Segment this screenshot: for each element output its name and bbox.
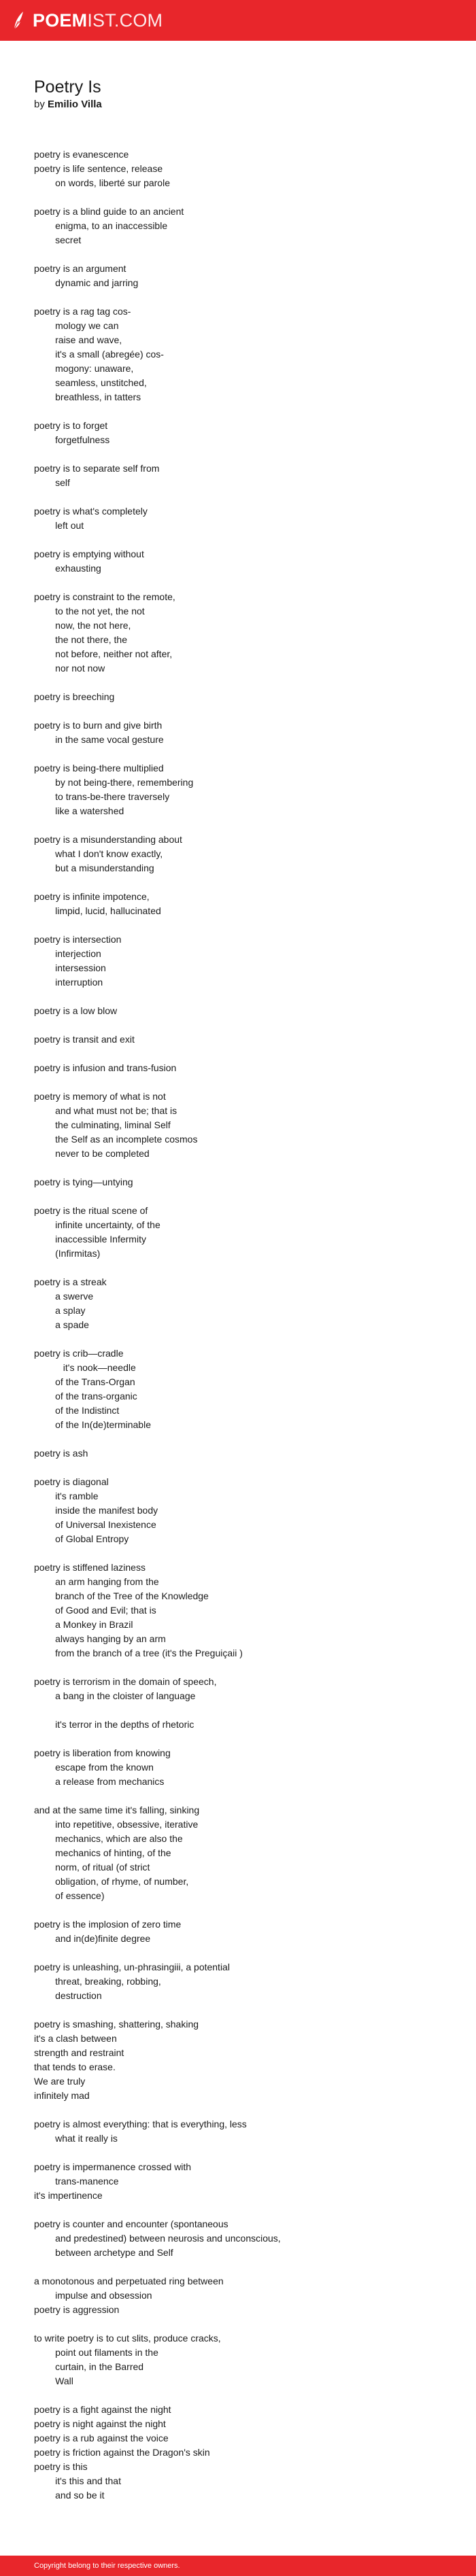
poem-line: it's terror in the depths of rhetoric (34, 1719, 194, 1730)
site-logo[interactable] (12, 10, 163, 31)
poem-stanza (34, 462, 442, 490)
poem-stanza (34, 590, 442, 676)
poem-stanza (34, 1475, 442, 1546)
poem-line: the culminating, liminal Self (34, 1119, 171, 1130)
poem-line: and predestined) between neurosis and unconscious, (34, 2233, 281, 2244)
poem-line: mechanics of hinting, of the (34, 1847, 171, 1858)
poem-line: between archetype and Self (34, 2247, 173, 2258)
poem-line: inaccessible Infermity (34, 1234, 146, 1245)
poem-line: inside the manifest body (34, 1505, 158, 1516)
poem-line: poetry is the ritual scene of (34, 1205, 148, 1216)
logo-text-bold: POEM (33, 10, 88, 31)
poem-stanza (34, 1803, 442, 1903)
poem-line: poetry is ash (34, 1448, 88, 1459)
poem-line: a release from mechanics (34, 1776, 165, 1787)
poem-line: poetry is terrorism in the domain of speech, (34, 1676, 217, 1687)
poem-line: infinitely mad (34, 2090, 90, 2101)
poem-line: poetry is this (34, 2461, 88, 2472)
poem-line: self (34, 477, 70, 488)
poem-title: Poetry Is (34, 77, 101, 97)
poem-line: obligation, of rhyme, of number, (34, 1876, 189, 1887)
poem-line: poetry is crib—cradle (34, 1348, 124, 1359)
poem-line: it's a clash between (34, 2033, 117, 2044)
poem-line: of the Indistinct (34, 1405, 120, 1416)
poem-line: raise and wave, (34, 334, 122, 345)
poem-line: poetry is a streak (34, 1276, 107, 1287)
poem-line: of the trans-organic (34, 1391, 137, 1402)
poem-line: poetry is tying—untying (34, 1177, 133, 1187)
site-header (0, 0, 476, 41)
poem-line: it's impertinence (34, 2190, 103, 2201)
poem-line: norm, of ritual (of strict (34, 1862, 150, 1873)
poem-stanza (34, 933, 442, 990)
poem-stanza (34, 1718, 442, 1732)
poem-line: poetry is a blind guide to an ancient (34, 206, 184, 217)
poem-line: always hanging by an arm (34, 1633, 166, 1644)
poem-line: into repetitive, obsessive, iterative (34, 1819, 199, 1830)
poem-stanza (34, 761, 442, 818)
poem-stanza (34, 2017, 442, 2103)
poem-line: the not there, the (34, 634, 127, 645)
poem-line: intersession (34, 962, 106, 973)
poem-line: by not being-there, remembering (34, 777, 194, 788)
by-label: by (34, 99, 45, 110)
site-footer (0, 2556, 476, 2576)
poem-line: of the In(de)terminable (34, 1419, 151, 1430)
poem-line: secret (34, 234, 82, 245)
poem-line: poetry is unleashing, un-phrasingiii, a potential (34, 1962, 230, 1972)
poem-line: it's ramble (34, 1491, 99, 1501)
poem-stanza (34, 1061, 442, 1075)
poem-line: threat, breaking, robbing, (34, 1976, 161, 1987)
poem-line: what I don't know exactly, (34, 848, 163, 859)
poem-line: breathless, in tatters (34, 391, 141, 402)
poem-line: enigma, to an inaccessible (34, 220, 168, 231)
poem-line: of Universal Inexistence (34, 1519, 156, 1530)
poem-line: poetry is impermanence crossed with (34, 2161, 192, 2172)
poem-line: poetry is a fight against the night (34, 2404, 171, 2415)
poem-line: poetry is a low blow (34, 1005, 118, 1016)
poem-line: exhausting (34, 563, 101, 574)
poem-line: point out filaments in the (34, 2347, 158, 2358)
logo-text-light: IST.COM (87, 10, 163, 31)
poem-line: it's this and that (34, 2475, 121, 2486)
poem-line: poetry is what's completely (34, 506, 148, 517)
poem-line: poetry is infinite impotence, (34, 891, 150, 902)
poem-stanza (34, 1204, 442, 1261)
poem-line: to write poetry is to cut slits, produce cracks, (34, 2333, 221, 2344)
poem-line: mechanics, which are also the (34, 1833, 183, 1844)
poem-stanza (34, 1275, 442, 1332)
poem-line: a spade (34, 1319, 89, 1330)
poem-line: poetry is smashing, shattering, shaking (34, 2019, 199, 2030)
poem-line: not before, neither not after, (34, 648, 173, 659)
poem-line: seamless, unstitched, (34, 377, 147, 388)
poem-line: of Global Entropy (34, 1533, 129, 1544)
poem-line: poetry is intersection (34, 934, 122, 945)
poem-line: poetry is infusion and trans-fusion (34, 1062, 177, 1073)
poem-line: poetry is being-there multiplied (34, 763, 164, 773)
poem-stanza (34, 504, 442, 533)
poem-line: curtain, in the Barred (34, 2361, 144, 2372)
poem-line: poetry is breeching (34, 691, 115, 702)
poem-line: of Good and Evil; that is (34, 1605, 156, 1616)
poem-line: poetry is memory of what is not (34, 1091, 166, 1102)
poem-line: poetry is life sentence, release (34, 163, 163, 174)
poem-stanza (34, 1090, 442, 1161)
poem-stanza (34, 1675, 442, 1703)
poem-stanza (34, 1561, 442, 1660)
poem-line: a swerve (34, 1291, 94, 1302)
poem-line: what it really is (34, 2133, 118, 2144)
poem-line: never to be completed (34, 1148, 150, 1159)
poem-line: poetry is emptying without (34, 549, 144, 559)
poem-line: mogony: unaware, (34, 363, 134, 374)
poem-line: in the same vocal gesture (34, 734, 164, 745)
poem-line: trans-manence (34, 2176, 119, 2187)
poem-line: poetry is aggression (34, 2304, 120, 2315)
poem-line: to the not yet, the not (34, 606, 145, 616)
poem-line: on words, liberté sur parole (34, 177, 170, 188)
poem-stanza (34, 1032, 442, 1047)
poem-line: impulse and obsession (34, 2290, 152, 2301)
poem-stanza (34, 147, 442, 190)
poem-line: and so be it (34, 2490, 105, 2501)
poem-line: destruction (34, 1990, 102, 2001)
poem-line: from the branch of a tree (it's the Preguiçaii ) (34, 1648, 243, 1658)
poem-stanza (34, 205, 442, 247)
poem-line: poetry is a rag tag cos- (34, 306, 131, 317)
poem-line: poetry is friction against the Dragon's skin (34, 2447, 210, 2458)
poem-line: infinite uncertainty, of the (34, 1219, 160, 1230)
poem-line: poetry is almost everything: that is everything, less (34, 2119, 247, 2129)
poem-stanza (34, 2331, 442, 2388)
poem-line: poetry is constraint to the remote, (34, 591, 175, 602)
author-link[interactable]: Emilio Villa (48, 99, 102, 110)
poem-line: poetry is an argument (34, 263, 126, 274)
poem-line: the Self as an incomplete cosmos (34, 1134, 198, 1145)
poem-line: poetry is evanescence (34, 149, 129, 160)
poem-line: poetry is to separate self from (34, 463, 160, 474)
poem-line: it's nook—needle (34, 1362, 136, 1373)
poem-body (34, 147, 442, 2517)
poem-line: nor not now (34, 663, 105, 674)
poem-line: interjection (34, 948, 101, 959)
poem-stanza (34, 833, 442, 875)
poem-line: like a watershed (34, 805, 124, 816)
poem-line: poetry is to burn and give birth (34, 720, 163, 731)
poem-heading (34, 76, 442, 111)
poem-stanza (34, 2160, 442, 2203)
site-logo-text (33, 10, 163, 31)
poem-stanza (34, 1346, 442, 1432)
poem-line: poetry is night against the night (34, 2418, 166, 2429)
poem-line: poetry is stiffened laziness (34, 1562, 146, 1573)
poem-stanza (34, 262, 442, 290)
poem-line: forgetfulness (34, 434, 110, 445)
poem-stanza (34, 1004, 442, 1018)
poem-line: poetry is liberation from knowing (34, 1747, 171, 1758)
poem-line: poetry is a rub against the voice (34, 2433, 169, 2443)
poem-line: but a misunderstanding (34, 863, 154, 873)
poem-line: (Infirmitas) (34, 1248, 101, 1259)
poem-stanza (34, 1917, 442, 1946)
poem-stanza (34, 1446, 442, 1461)
poem-line: of the Trans-Organ (34, 1376, 135, 1387)
poem-line: poetry is the implosion of zero time (34, 1919, 182, 1930)
poem-stanza (34, 718, 442, 747)
poem-line: poetry is diagonal (34, 1476, 109, 1487)
poem-line: limpid, lucid, hallucinated (34, 905, 161, 916)
poem-line: escape from the known (34, 1762, 154, 1773)
poem-line: and in(de)finite degree (34, 1933, 151, 1944)
copyright-text: Copyright belong to their respective owners. (34, 2562, 180, 2570)
poem-stanza (34, 2274, 442, 2317)
poem-stanza (34, 1746, 442, 1789)
poem-line: of essence) (34, 1890, 105, 1901)
poem-line: mology we can (34, 320, 119, 331)
poem-line: left out (34, 520, 84, 531)
poem-line: it's a small (abregée) cos- (34, 349, 164, 360)
poem-line: and at the same time it's falling, sinking (34, 1805, 200, 1815)
poem-line: branch of the Tree of the Knowledge (34, 1590, 209, 1601)
poem-stanza (34, 2217, 442, 2260)
poem-line: poetry is to forget (34, 420, 108, 431)
poem-line: to trans-be-there traversely (34, 791, 170, 802)
poem-line: poetry is a misunderstanding about (34, 834, 182, 845)
poem-stanza (34, 890, 442, 918)
poem-line: now, the not here, (34, 620, 131, 631)
poem-line: a monotonous and perpetuated ring between (34, 2276, 224, 2286)
poem-line: a bang in the cloister of language (34, 1690, 196, 1701)
poem-line: poetry is transit and exit (34, 1034, 135, 1045)
poem-line: that tends to erase. (34, 2061, 116, 2072)
poem-line: a Monkey in Brazil (34, 1619, 133, 1630)
poem-stanza (34, 2117, 442, 2146)
poem-line: Wall (34, 2375, 73, 2386)
poem-line: and what must not be; that is (34, 1105, 177, 1116)
poem-line: a splay (34, 1305, 86, 1316)
poem-stanza (34, 304, 442, 404)
poem-stanza (34, 1960, 442, 2003)
poem-stanza (34, 1175, 442, 1189)
poem-stanza (34, 419, 442, 447)
poem-stanza (34, 547, 442, 576)
poem-line: an arm hanging from the (34, 1576, 159, 1587)
poem-line: strength and restraint (34, 2047, 124, 2058)
poem-byline (34, 98, 442, 111)
feather-quill-icon (12, 10, 26, 31)
poem-line: poetry is counter and encounter (spontaneous (34, 2218, 228, 2229)
poem-line: We are truly (34, 2076, 86, 2087)
poem-stanza (34, 690, 442, 704)
poem-line: dynamic and jarring (34, 277, 139, 288)
poem-stanza (34, 2403, 442, 2503)
poem-line: interruption (34, 977, 103, 988)
